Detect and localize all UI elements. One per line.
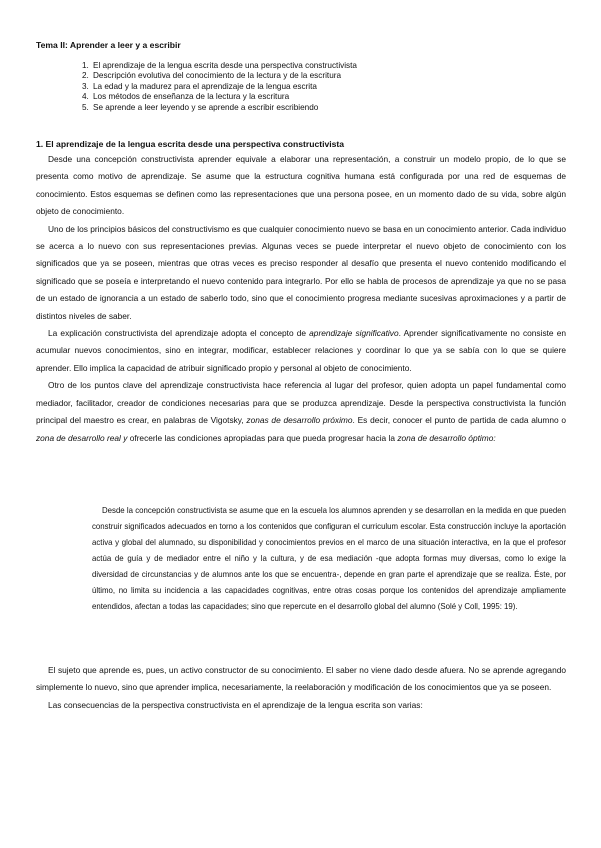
toc-item-number: 2. xyxy=(82,71,89,81)
paragraph-3-text-b: . Aprender significativamente no consiste en acumular nuevos conocimientos, sino en integrar, modificar, establecer relaciones y coordinar lo que ya se sabía con lo que se quiere aprender. Ello implica la capacidad de atribuir significado propio y personal al objeto de conocimiento. xyxy=(36,328,566,373)
toc-item xyxy=(82,71,357,81)
table-of-contents xyxy=(82,61,357,113)
document-title: Tema II: Aprender a leer y a escribir xyxy=(36,40,181,50)
paragraph-4-emphasis-2: zona de desarrollo real y xyxy=(36,432,128,443)
section-heading: 1. El aprendizaje de la lengua escrita desde una perspectiva constructivista xyxy=(36,139,345,149)
toc-item xyxy=(82,82,357,92)
paragraph-1: Desde una concepción constructivista aprender equivale a elaborar una representación, a construir un modelo propio, de lo que se presenta como motivo de aprendizaje. Se asume que la estructura cognitiva humana está configurada por una red de esquemas de conocimiento. Estos esquemas se definen como las representaciones que una persona posee, en un momento dado de su vida, sobre algún objeto de conocimiento. xyxy=(36,154,566,217)
body-text-bottom xyxy=(36,662,566,714)
paragraph-4-text-c: ofrecerle las condiciones apropiadas para que pueda progresar hacia la xyxy=(127,432,398,443)
toc-item-text: La edad y la madurez para el aprendizaje de la lengua escrita xyxy=(93,81,317,91)
body-text-top xyxy=(36,151,566,447)
paragraph-4-text-b: . Es decir, conocer el punto de partida de cada alumno o xyxy=(352,415,566,426)
paragraph-5: El sujeto que aprende es, pues, un activo constructor de su conocimiento. El saber no viene dado desde afuera. No se aprende agregando simplemente lo nuevo, sino que aprender implica, necesariamente, la reelaboración y modificación de los conocimientos que ya se poseen. xyxy=(36,665,566,693)
paragraph-4 xyxy=(36,377,566,447)
paragraph-3-text-a: La explicación constructivista del aprendizaje adopta el concepto de xyxy=(48,328,310,339)
paragraph-4-text-a: Otro de los puntos clave del aprendizaje constructivista hace referencia al lugar del profesor, quien adopta un papel fundamental como mediador, facilitador, creador de condiciones necesarias para que se produzca aprendizaje. Desde la perspectiva constructivista la función principal del maestro es crear, en palabras de Vigotsky, xyxy=(36,380,566,426)
toc-item-text: Se aprende a leer leyendo y se aprende a escribir escribiendo xyxy=(93,102,319,112)
paragraph-3-emphasis: aprendizaje significativo xyxy=(309,328,399,339)
toc-item-number: 1. xyxy=(82,61,89,70)
toc-item xyxy=(82,61,357,71)
paragraph-6: Las consecuencias de la perspectiva constructivista en el aprendizaje de la lengua escrita son varias: xyxy=(48,699,423,710)
toc-item-text: Descripción evolutiva del conocimiento de la lectura y de la escritura xyxy=(93,71,342,81)
toc-item-number: 3. xyxy=(82,81,89,91)
quote-text: Desde la concepción constructivista se asume que en la escuela los alumnos aprenden y se desarrollan en la medida en que pueden construir significados adecuados en torno a los contenidos que configuran el curriculum escolar. Esta construcción incluye la aportación activa y global del alumnado, su disponibilidad y conocimientos previos en el marco de una situación interactiva, en la que el profesor actúa de guía y de mediador entre el niño y la cultura, y de esa mediación -que adopta formas muy diversas, como lo exige la diversidad de circunstancias y de alumnos ante los que se encuentra-, depende en gran parte el aprendizaje que se realiza. Éste, por último, no limita su incidencia a las capacidades cognitivas, entre otras cosas porque los contenidos del aprendizaje ampliamente entendidos, afectan a todas las capacidades; sino que repercute en el desarrollo global del alumno (Solé y Coll, 1995: 19). xyxy=(92,506,566,611)
toc-item xyxy=(82,103,357,113)
toc-item-number: 4. xyxy=(82,92,89,102)
paragraph-4-emphasis-1: zonas de desarrollo próximo xyxy=(246,415,353,426)
paragraph-4-emphasis-3: zona de desarrollo óptimo: xyxy=(397,432,496,443)
block-quote xyxy=(92,503,566,615)
paragraph-2: Uno de los principios básicos del constructivismo es que cualquier conocimiento nuevo se basa en un conocimiento anterior. Cada individuo se acerca a lo nuevo con sus representaciones previas. Algunas veces se puede interpretar el nuevo objeto de conocimiento con los significados que ya se poseen, mientras que otras veces es preciso responder al desafío que presenta el nuevo contenido modificando el significado que se poseía e interpretando el nuevo contenido para integrarlo. Por ello se habla de procesos de aprendizaje ya que no se pasa de un estado de ignorancia a un estado de saberlo todo, sino que el conocimiento progresa mediante sucesivas aproximaciones y a partir de distintos niveles de saber. xyxy=(36,223,566,321)
toc-item-number: 5. xyxy=(82,102,89,112)
toc-item-text: El aprendizaje de la lengua escrita desde una perspectiva constructivista xyxy=(93,61,357,70)
paragraph-3 xyxy=(36,325,566,377)
toc-item xyxy=(82,92,357,102)
toc-item-text: Los métodos de enseñanza de la lectura y la escritura xyxy=(93,92,290,102)
